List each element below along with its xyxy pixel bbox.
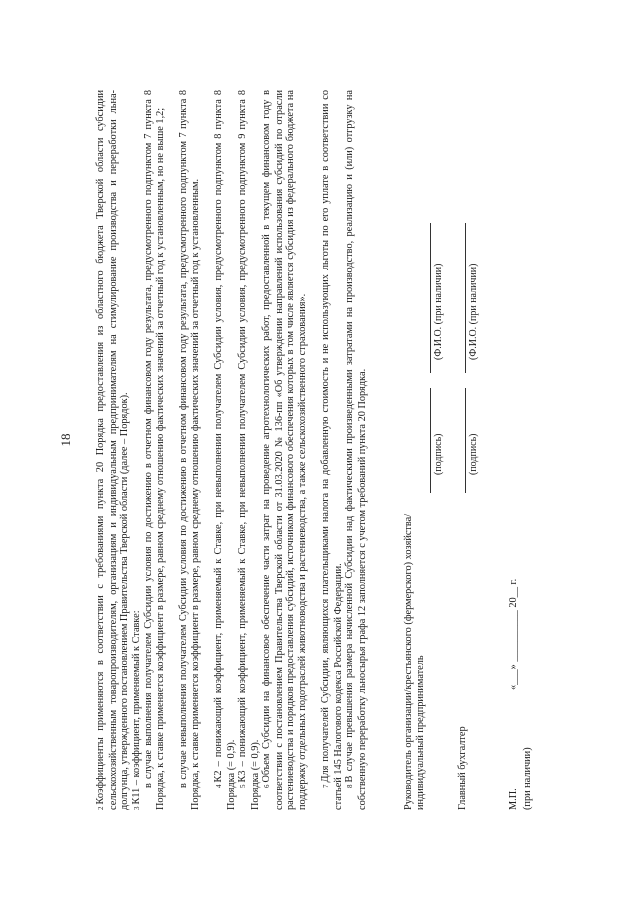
footnote-3	[131, 90, 144, 810]
stamp-place-label: М.П.	[508, 788, 519, 810]
accountant-name-caption: (Ф.И.О. (при наличии)	[468, 263, 479, 360]
footnote-number: 6	[263, 784, 271, 788]
coefficient-k11-case-not-met	[178, 90, 201, 810]
footnote-text: Для получателей Субсидии, являющихся плательщиками налога на добавленную стоимость и не использующих льготы по его уплате в соответствии со статьей 145 Налогового кодекса Российской Федерации.	[320, 90, 344, 810]
paragraph-text: в случае выполнения получателем Субсидии условия по достижению в отчетном финансовом году результата, предусмотренного подпунктом 7 пункта 8 Порядка, к ставке применяется коэффициент в размере, равном среднему отношению фактических значений за отчетный год к установленным, но не выше 1,2;	[143, 90, 166, 810]
head-of-organization-label: Руководитель организации/крестьянского (фермерского) хозяйства/ индивидуальный предприниматель	[403, 513, 426, 810]
footnote-number: 8	[346, 784, 354, 788]
footnote-text: В случае превышения размера начисленной Субсидии над фактическими произведенными затратами на производство, реализацию и (или) отгрузку на собственную переработку льносырья графа 12 заполняется с учетом требований пункта 20 Порядка.	[344, 90, 368, 810]
head-name-line	[430, 223, 431, 373]
head-name-caption: (Ф.И.О. (при наличии)	[433, 263, 444, 360]
accountant-signature-caption: (подпись)	[468, 433, 479, 475]
page-number: 18	[58, 433, 73, 447]
footnote-number: 2	[97, 806, 105, 810]
footnote-text: Объем Субсидии на финансовое обеспечение части затрат на проведение агротехнологических работ, предоставленной в текущем финансовом году в соответствии с постановлением Правительства Тверской области от 31.03.2020 № 136-пп «Об утверждении направлений использования субсидий по отрасли растениеводства и порядков предоставления субсидий, источником финансового обеспечения которых в том числе является субсидия из федерального бюджета на поддержку отдельных подотраслей животноводства и растениеводства, а также сельскохозяйственного страхования».	[261, 90, 308, 810]
footnote-text: К11 – коэффициент, применяемый к Ставке:	[131, 610, 142, 805]
coefficient-k11-case-met	[143, 90, 166, 810]
accountant-signature-line	[465, 388, 466, 493]
footnote-8	[344, 90, 368, 810]
footnote-text: К3 – понижающий коэффициент, применяемый к Ставке, при невыполнении получателем Субсидии условия, предусмотренного подпунктом 9 пункта 8 Порядка (= 0,9).	[237, 90, 261, 810]
footnote-4	[213, 90, 237, 810]
paragraph-text: в случае невыполнения получателем Субсидии условия по достижению в отчетном финансовом году результата, предусмотренного подпунктом 7 пункта 8 Порядка, к ставке применяется коэффициент в размере, равном среднему отношению фактических значений за отчетный год к установленным.	[178, 90, 201, 810]
footnote-number: 4	[215, 784, 223, 788]
footnote-number: 7	[322, 784, 330, 788]
footnote-number: 3	[133, 806, 141, 810]
footnote-number: 5	[239, 784, 247, 788]
head-signature-caption: (подпись)	[433, 433, 444, 475]
footnote-7	[320, 90, 344, 810]
footnote-6	[261, 90, 308, 810]
head-signature-line	[430, 388, 431, 493]
chief-accountant-label: Главный бухгалтер	[457, 726, 468, 810]
footnote-text: К2 – понижающий коэффициент, применяемый к Ставке, при невыполнении получателем Субсидии условия, предусмотренного подпунктом 8 пункта 8 Порядка (= 0,9).	[213, 90, 237, 810]
footnote-text: Коэффициенты применяются в соответствии с требованиями пункта 20 Порядка предоставления из областного бюджета Тверской области субсидии сельскохозяйственным товаропроизводителям, организациям и индивидуальным предпринимателям на стимулирование производства и переработки льна-долгунца, утвержденного постановлением Правительства Тверской области (далее – Порядок).	[95, 90, 131, 810]
footnote-2	[95, 90, 131, 810]
accountant-name-line	[465, 223, 466, 373]
stamp-place-note: (при наличии)	[522, 747, 533, 810]
date-line: «___» __________ 20__ г.	[508, 578, 519, 690]
footnote-5	[237, 90, 261, 810]
